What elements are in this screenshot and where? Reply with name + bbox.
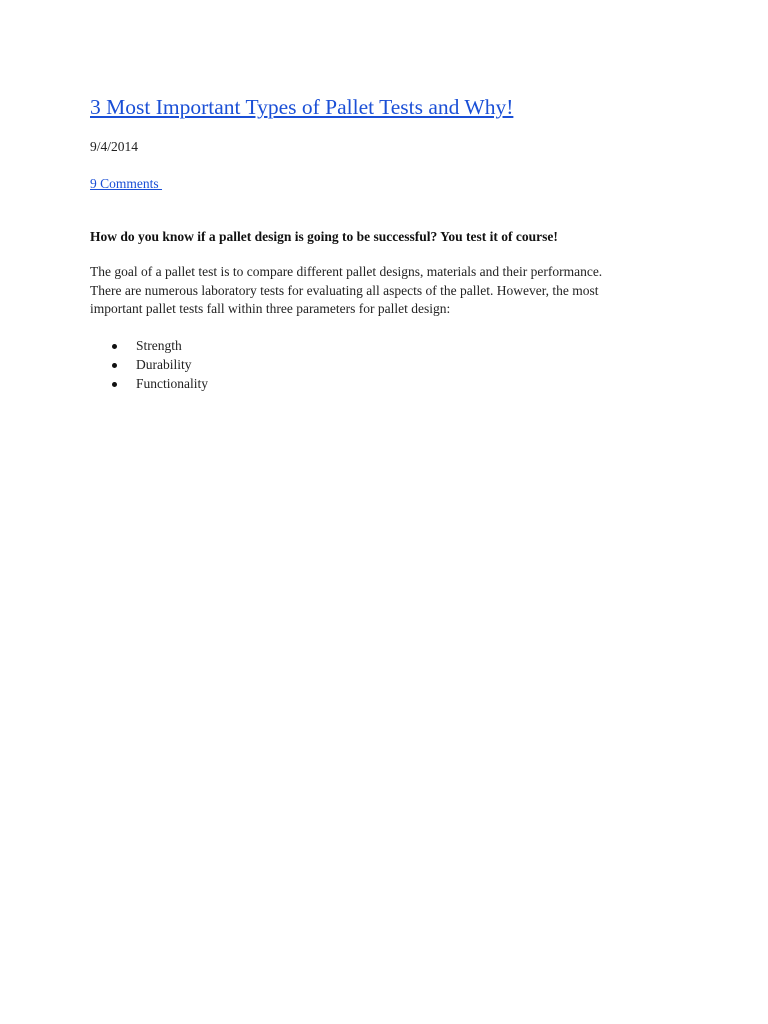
lead-question: How do you know if a pallet design is going to be successful? You test it of course! <box>90 229 558 244</box>
list-item-label: Durability <box>136 356 192 372</box>
article-title <box>90 93 513 121</box>
bullet-icon <box>112 382 117 387</box>
list-item-label: Functionality <box>136 375 208 391</box>
comments-link[interactable]: 9 Comments <box>90 176 163 191</box>
intro-paragraph <box>90 263 690 319</box>
article-title-link[interactable]: 3 Most Important Types of Pallet Tests and Why! <box>90 95 514 119</box>
bullet-icon <box>112 363 117 368</box>
list-item <box>110 337 208 356</box>
paragraph-line: There are numerous laboratory tests for evaluating all aspects of the pallet. However, the most <box>90 282 599 298</box>
list-item <box>110 356 208 375</box>
list-item <box>110 375 208 394</box>
paragraph-line: The goal of a pallet test is to compare different pallet designs, materials and their performance. <box>90 264 603 279</box>
bullet-icon <box>112 344 117 349</box>
post-date: 9/4/2014 <box>90 139 139 154</box>
parameters-list <box>110 337 208 393</box>
paragraph-line: important pallet tests fall within three parameters for pallet design: <box>90 301 451 316</box>
list-item-label: Strength <box>136 338 182 353</box>
